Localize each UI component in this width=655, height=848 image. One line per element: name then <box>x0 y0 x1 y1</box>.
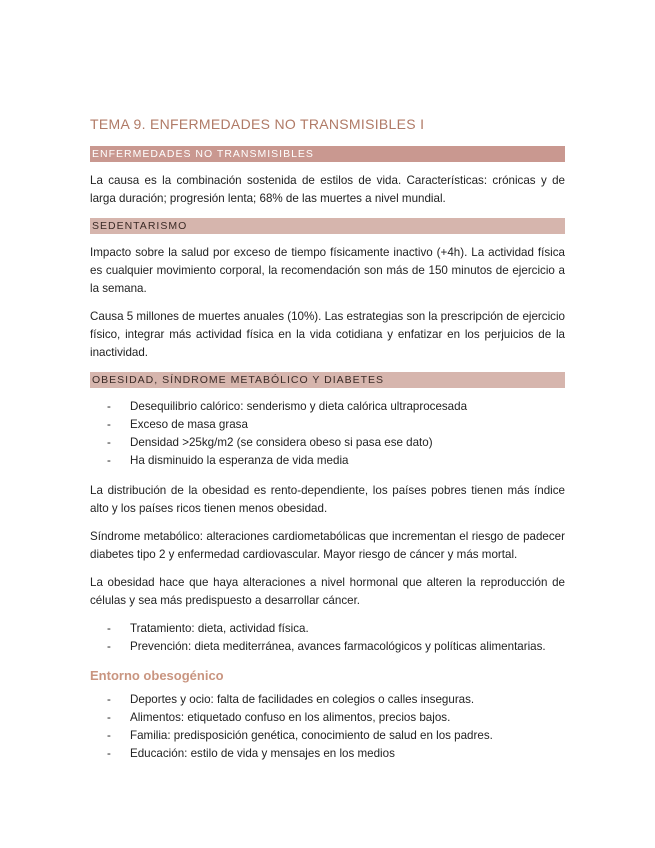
section-heading-sedentarismo: SEDENTARISMO <box>90 218 565 234</box>
dash-bullet: - <box>107 693 111 706</box>
list-item: - Desequilibrio calórico: senderismo y dieta calórica ultraprocesada <box>90 398 565 416</box>
list-item: - Tratamiento: dieta, actividad física. <box>90 620 565 638</box>
list-item: - Deportes y ocio: falta de facilidades en colegios o calles inseguras. <box>90 691 565 709</box>
list-item: - Ha disminuido la esperanza de vida media <box>90 452 565 470</box>
dash-bullet: - <box>107 454 111 467</box>
bullet-list <box>90 620 565 656</box>
dash-bullet: - <box>107 400 111 413</box>
dash-bullet: - <box>107 729 111 742</box>
list-item: - Educación: estilo de vida y mensajes en los medios <box>90 745 565 763</box>
bullet-list <box>90 691 565 763</box>
list-item: - Alimentos: etiquetado confuso en los alimentos, precios bajos. <box>90 709 565 727</box>
section-heading-obesidad: OBESIDAD, SÍNDROME METABÓLICO Y DIABETES <box>90 372 565 388</box>
list-item: - Prevención: dieta mediterránea, avances farmacológicos y políticas alimentarias. <box>90 638 565 656</box>
paragraph: Síndrome metabólico: alteraciones cardiometabólicas que incrementan el riesgo de padecer diabetes tipo 2 y enfermedad cardiovascular. Mayor riesgo de cáncer y más mortal. <box>90 530 565 561</box>
dash-bullet: - <box>107 436 111 449</box>
list-item: - Exceso de masa grasa <box>90 416 565 434</box>
paragraph: Causa 5 millones de muertes anuales (10%). Las estrategias son la prescripción de ejercicio físico, integrar más actividad física en la vida cotidiana y enfatizar en los perjuicios de la inactividad. <box>90 310 565 359</box>
bullet-list <box>90 398 565 470</box>
paragraph: La obesidad hace que haya alteraciones a nivel hormonal que alteren la reproducción de células y sea más predispuesto a desarrollar cáncer. <box>90 576 565 607</box>
dash-bullet: - <box>107 418 111 431</box>
subheading-entorno: Entorno obesogénico <box>90 668 224 683</box>
dash-bullet: - <box>107 622 111 635</box>
section-heading-ent: ENFERMEDADES NO TRANSMISIBLES <box>90 146 565 162</box>
paragraph: La distribución de la obesidad es rento-dependiente, los países pobres tienen más índice alto y los países ricos tienen menos obesidad. <box>90 484 565 515</box>
dash-bullet: - <box>107 711 111 724</box>
dash-bullet: - <box>107 640 111 653</box>
page-title: TEMA 9. ENFERMEDADES NO TRANSMISIBLES I <box>90 116 425 132</box>
paragraph: Impacto sobre la salud por exceso de tiempo físicamente inactivo (+4h). La actividad física es cualquier movimiento corporal, la recomendación son más de 150 minutos de ejercicio a la semana. <box>90 246 565 295</box>
dash-bullet: - <box>107 747 111 760</box>
list-item: - Familia: predisposición genética, conocimiento de salud en los padres. <box>90 727 565 745</box>
list-item: - Densidad >25kg/m2 (se considera obeso si pasa ese dato) <box>90 434 565 452</box>
document-body <box>90 116 565 775</box>
paragraph: La causa es la combinación sostenida de estilos de vida. Características: crónicas y de larga duración; progresión lenta; 68% de las muertes a nivel mundial. <box>90 174 565 205</box>
